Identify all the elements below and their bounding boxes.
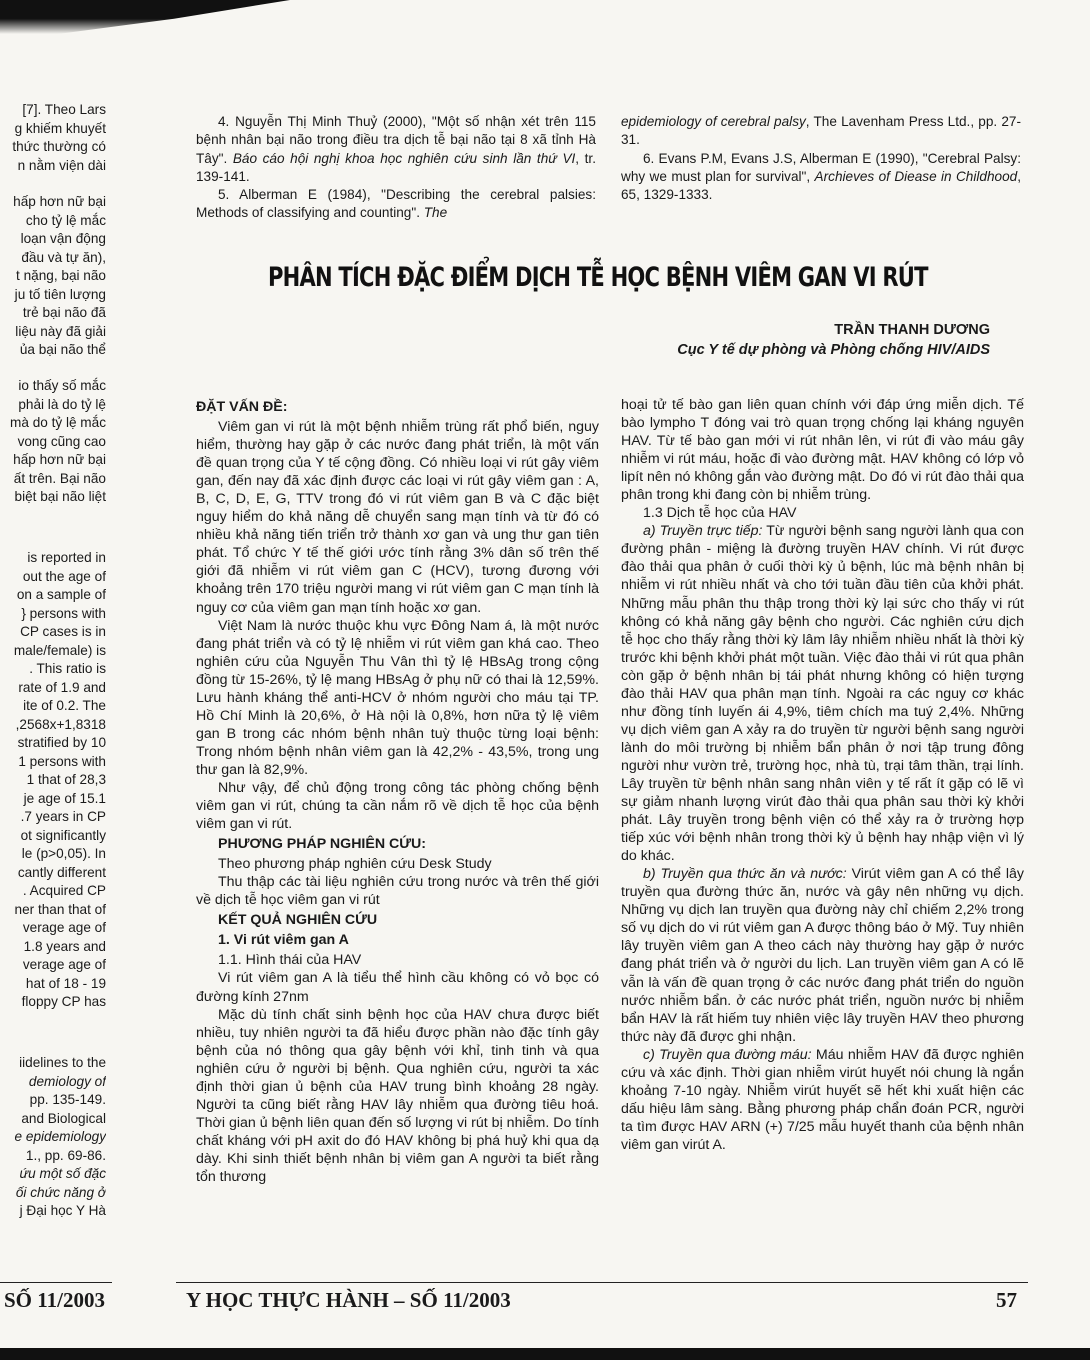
fragment-line: rate of 1.9 and <box>18 679 106 695</box>
paragraph: Việt Nam là nước thuộc khu vực Đông Nam á, là một nước đang phát triển và có tỷ lệ nhiễm vi rút viêm gan khá cao. Theo nghiên cứu của Nguyễn Thu Vân thì tỷ lệ HBsAg trong cộng đồng từ 15-26%, tỷ lệ mang HBsAg ở phụ nữ có thai là 12,59%. Lưu hành kháng thể anti-HCV ở nhóm người cho máu tại TP. Hồ Chí Minh là 20,6%, ở Hà nội là 0,8%, hơn nữa tỷ lệ viêm gan B trong các nhóm bệnh nhân tuỳ thuộc từng loại bệnh: Trong nhóm bệnh nhân viêm gan là 42,2% - 43,5%, trong ung thư gan là 82,9%. <box>196 617 599 778</box>
footer-issue-left: SỐ 11/2003 <box>4 1288 105 1312</box>
fragment-line: phải là do tỷ lệ <box>18 396 106 412</box>
body-column-right <box>621 396 1024 1154</box>
fragment-line: 1.8 years and <box>23 938 106 954</box>
fragment-line: trẻ bại não đã <box>22 305 106 320</box>
paragraph: Vi rút viêm gan A là tiểu thể hình cầu không có vỏ bọc có đường kính 27nm <box>196 970 599 1005</box>
fragment-line: e epidemiology <box>14 1129 106 1144</box>
fragment-line: on a sample of <box>16 587 106 602</box>
paragraph-a: a) Truyền trực tiếp: Từ người bệnh sang người lành qua con đường phân - miệng là đường truyền HAV chính. Vi rút được đào thải qua phân ở cuối thời kỳ ủ bệnh, lúc mà bệnh nhân bị nhiễm vi rút nhiều nhất và cho tới tuần đầu tiên của khởi phát. Những mẫu phân thu thập trong thời kỳ lại sức cho thấy vi rút không có khả năng gây bệnh cho người. Các nghiên cứu dịch tễ học cho thấy rằng thời kỳ lâm lây nhiễm nhiều nhất là thời kỳ trước khi bệnh khởi phát một tuần. Việc đào thải vi rút qua phân còn gặp ở bệnh nhân bị tái phát nhưng không có hiện tượng đào thải HAV qua phân mạn tính. Ngoài ra các nguy cơ khác như đồng tính luyến ái 4,9%, tiêm chích ma tuý 2,4%. Những vụ dịch viêm gan A xảy ra do truyền từ người bệnh sang người lành do môi trường bị nhiễm bẩn phân ở nơi tập trung đông người như vườn trẻ, trường học, nhà tù, trại tâm thần, trại lính. Lây truyền từ bệnh nhân sang nhân viên y tế rất ít gặp có lẽ vì sự giảm nhanh lượng virút đào thải qua phân sau thời kỳ khởi phát. Lây truyền trong bệnh viện có thể xảy ra ở trường hợp tiếp xúc với bệnh nhân trong thời kỳ ủ bệnh hay nhập viện vì lý do khác. <box>621 523 1024 865</box>
fragment-line: ner than that of <box>14 901 106 917</box>
page-number: 57 <box>996 1288 1017 1312</box>
reference-5: 5. Alberman E (1984), "Describing the cerebral palsies: Methods of classifying and counting". The <box>196 187 596 221</box>
fragment-line: out the age of <box>22 568 106 584</box>
fragment-line: cho tỷ lệ mắc <box>25 212 106 228</box>
reference-6: 6. Evans P.M, Evans J.S, Alberman E (1990), "Cerebral Palsy: why we must plan for survival", Archieves of Diease in Childhood, 65, 1329-1333. <box>621 150 1021 203</box>
fragment-line: le (p>0,05). In <box>21 846 106 861</box>
fragment-block <box>0 377 106 507</box>
fragment-line: biệt bại não liệt <box>14 489 106 504</box>
fragment-line: je age of 15.1 <box>23 790 106 806</box>
footer-rule <box>176 1282 1028 1283</box>
fragment-line: } persons with <box>21 605 106 621</box>
fragment-line: ủa bại não thể <box>19 342 106 357</box>
footer-rule-left <box>0 1282 112 1283</box>
fragment-line: loạn vận động <box>20 231 106 246</box>
fragment-line: hat of 18 - 19 <box>25 975 106 991</box>
author-name: TRẦN THANH DƯƠNG <box>834 322 990 338</box>
heading-section-1: 1. Vi rút viêm gan A <box>218 932 349 949</box>
fragment-line: ite of 0.2. The <box>23 698 106 713</box>
fragment-line: liệu này đã giải <box>15 323 106 339</box>
fragment-line: vong cũng cao <box>17 433 106 449</box>
paragraph: Theo phương pháp nghiên cứu Desk Study <box>218 856 492 873</box>
fragment-line: floppy CP has <box>21 994 106 1009</box>
subheading-1-3: 1.3 Dịch tễ học của HAV <box>643 505 797 522</box>
fragment-block <box>0 101 106 175</box>
fragment-line: ứu một số đặc <box>19 1166 106 1181</box>
fragment-line: j Đại học Y Hà <box>19 1203 106 1218</box>
reference-4: 4. Nguyễn Thị Minh Thuỷ (2000), "Một số nhận xét trên 115 bệnh nhân bại não trong điều tra dịch tễ bại não tại 8 xã tỉnh Hà Tây". Báo cáo hội nghị khoa học nghiên cứu sinh lần thứ VI, tr. 139-141. <box>196 114 596 184</box>
fragment-line: đầu và tự ăn), <box>21 249 106 265</box>
paragraph: Viêm gan vi rút là một bệnh nhiễm trùng rất phổ biến, nguy hiểm, thường hay gặp ở các nước đang phát triển, là một vấn đề quan trọng của Y tế cộng đồng. Có nhiều loại vi rút gây viêm gan, đến nay đã xác định được các loại vi rút gây viêm gan : A, B, C, D, E, G, TTV trong đó vi rút viêm gan B và C đặc biệt nguy hiểm do khả năng dễ chuyển sang mạn tính và từ đó có nhiều khả năng tiến triển trở thành xơ gan và ung thư gan tiên phát. Tổ chức Y tế thế giới ước tính rằng 3% dân số trên thế giới đã nhiễm vi rút viêm gan C (HCV), tương đương với khoảng trên 170 triệu người mang vi rút viêm gan C mạn tính là nguy cơ của viêm gan mạn tính hoặc xơ gan. <box>196 419 599 616</box>
references-left <box>196 113 596 223</box>
fragment-line: hấp hơn nữ bại <box>13 452 106 467</box>
fragment-line: ối chức năng ở <box>15 1184 106 1200</box>
paragraph-b: b) Truyền qua thức ăn và nước: Virút viêm gan A có thể lây truyền qua đường thức ăn, nước và gây nên những vụ dịch. Những vụ dịch lan truyền qua đường này chỉ chiếm 2,2% trong số vụ dịch do vi rút viêm gan A được thông báo ở Mỹ. Tuy nhiên lây truyền viêm gan A theo cách này thường hay gặp ở nước đang phát triển và ở người du lịch. Lan truyền viêm gan A có lẽ vẫn là vấn đề quan trọng ở các nước đang phát triển do nguồn nước nhiễm bẩn. ở các nước phát triển, nguồn nước bị nhiễm bẩn HAV là rất hiếm tuy nhiên việc lây truyền HAV theo phương thức này đã được ghi nhận. <box>621 866 1025 1045</box>
fragment-line: and Biological <box>21 1110 106 1126</box>
heading-intro: ĐẶT VẤN ĐỀ: <box>196 399 288 415</box>
scan-edge-bottom <box>0 1348 1090 1360</box>
fragment-line: mà do tỷ lệ mắc <box>10 415 106 430</box>
heading-results: KẾT QUẢ NGHIÊN CỨU <box>218 912 378 929</box>
fragment-line: 1 that of 28,3 <box>26 772 106 787</box>
fragment-line: . This ratio is <box>29 661 106 676</box>
reference-5-continued: epidemiology of cerebral palsy, The Lavenham Press Ltd., pp. 27-31. <box>621 114 1021 148</box>
fragment-block <box>0 549 106 1012</box>
fragment-block <box>0 193 106 360</box>
body-column-left <box>196 396 599 1186</box>
scan-edge-top <box>0 0 290 34</box>
fragment-line: iidelines to the <box>19 1055 106 1070</box>
paragraph: Như vậy, để chủ động trong công tác phòng chống bệnh viêm gan vi rút, chúng ta cần nắm rõ về dịch tễ học của bệnh viêm gan vi rút. <box>196 779 599 833</box>
fragment-line: [7]. Theo Lars <box>22 102 106 117</box>
fragment-line: demiology of <box>28 1073 106 1089</box>
fragment-line: thức thường có <box>12 139 106 154</box>
fragment-line: cantly different <box>17 864 106 880</box>
fragment-line: is reported in <box>27 550 106 565</box>
fragment-line: verage age of <box>22 957 106 972</box>
paragraph: Thu thập các tài liệu nghiên cứu trong nước và trên thế giới về dịch tễ học viêm gan vi rút <box>196 874 599 909</box>
fragment-line: verage age of <box>22 920 106 935</box>
references-right <box>621 113 1021 204</box>
paragraph: hoại tử tế bào gan liên quan chính với đáp ứng miễn dịch. Tế bào lympho T đóng vai trò quan trọng chống lại kháng nguyên HAV. Từ tế bào gan mới vi rút nhân lên, vi rút đi vào máu gây nhiễm vi rút máu, hoặc đi vào đường mật. HAV không có lớp vỏ lipít nên nó không gắn vào đường mật. Do đó vi rút đào thải qua phân trong khi đang còn bị nhiễm trùng. <box>621 397 1024 504</box>
subheading-1-1: 1.1. Hình thái của HAV <box>218 952 362 969</box>
fragment-line: . Acquired CP <box>22 883 106 898</box>
author-block <box>677 320 990 360</box>
footer-journal: Y HỌC THỰC HÀNH – SỐ 11/2003 <box>186 1288 511 1312</box>
fragment-line: ot significantly <box>20 827 106 843</box>
fragment-line: stratified by 10 <box>17 735 106 750</box>
fragment-line: 1., pp. 69-86. <box>25 1147 106 1163</box>
fragment-block <box>0 1054 106 1221</box>
heading-method: PHƯƠNG PHÁP NGHIÊN CỨU: <box>218 836 427 853</box>
fragment-line: n nằm viện dài <box>17 157 106 173</box>
fragment-line: male/female) is <box>13 642 106 658</box>
fragment-line: t nặng, bại não <box>16 268 106 283</box>
fragment-line: 1 persons with <box>18 753 106 769</box>
paragraph: Mặc dù tính chất sinh bệnh học của HAV chưa được biết nhiều, tuy nhiên người ta đã hiểu được phần nào đặc tính gây bệnh của nó thông qua gây bệnh với khỉ, tinh tinh và qua nghiên cứu ở người bị bệnh. Qua nghiên cứu, người ta xác định thời gian ủ bệnh của HAV trung bình khoảng 28 ngày. Người ta cũng biết rằng HAV lây nhiễm qua đường tiêu hoá. Thời gian ủ bệnh liên quan đến số lượng vi rút bị nhiễm. Do tính chất kháng với pH axit do đó HAV không bị phá huỷ khi qua dạ dày. Khi sinh thiết bệnh nhân bị viêm gan A người ta biết rằng tổn thương <box>196 1006 599 1185</box>
author-affiliation: Cục Y tế dự phòng và Phòng chống HIV/AIDS <box>677 342 990 358</box>
fragment-line: .7 years in CP <box>20 809 106 824</box>
fragment-line: CP cases is in <box>20 624 106 639</box>
page-footer <box>0 1282 1090 1322</box>
fragment-line: pp. 135-149. <box>29 1092 106 1107</box>
paragraph-c: c) Truyền qua đường máu: Máu nhiễm HAV đã được nghiên cứu và xác định. Thời gian nhiễm virút huyết nói chung là ngắn khoảng 7-10 ngày. Nhiễm virút huyết sẽ hết khi xuất hiện các dấu hiệu lâm sàng. Bằng phương pháp chẩn đoán PCR, người ta tìm được HAV ARN (+) 7/25 mẫu huyết thanh của bệnh nhân viêm gan virút A. <box>621 1046 1024 1153</box>
fragment-line: ,2568x+1,8318 <box>15 716 106 732</box>
fragment-line: ất trên. Bại não <box>13 470 106 486</box>
fragment-line: g khiếm khuyết <box>14 120 106 136</box>
fragment-line: ju tố tiên lượng <box>14 286 106 302</box>
fragment-line: hấp hơn nữ bại <box>13 194 106 209</box>
article-title: PHÂN TÍCH ĐẶC ĐIỂM DỊCH TỄ HỌC BỆNH VIÊM GAN VI RÚT <box>268 262 928 293</box>
fragment-line: io thấy số mắc <box>18 378 106 393</box>
